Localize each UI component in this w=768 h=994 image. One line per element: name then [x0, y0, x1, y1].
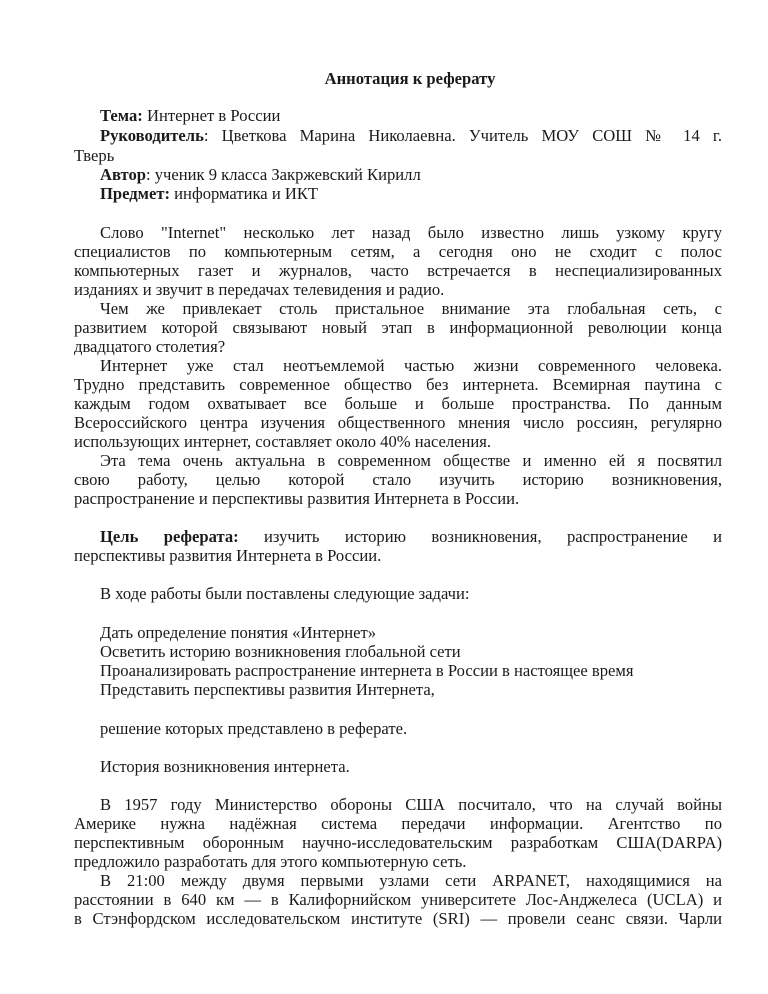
advisor-label: Руководитель — [100, 126, 204, 145]
tasks-outro: решение которых представлено в реферате. — [100, 719, 408, 738]
intro-line: компьютерных газет и журналов, часто встречается в неспециализированных — [74, 261, 722, 280]
task-item: Проанализировать распространение интернета в России в настоящее время — [100, 661, 634, 680]
intro-line: распространение и перспективы развития Интернета в России. — [74, 489, 520, 508]
author-label: Автор — [100, 165, 146, 184]
history-line: в Стэнфордском исследовательском институте (SRI) — провели сеанс связи. Чарли — [74, 909, 722, 928]
intro-line: свою работу, целью которой стало изучить историю возникновения, — [74, 470, 722, 489]
intro-line: Всероссийского центра изучения общественного мнения число россиян, регулярно — [74, 413, 722, 432]
intro-line: Эта тема очень актуальна в современном обществе и именно ей я посвятил — [100, 451, 722, 470]
advisor-line — [100, 126, 722, 146]
advisor-line-2: Тверь — [74, 146, 115, 165]
intro-line: специалистов по компьютерным сетям, а сегодня оно не сходит с полос — [74, 242, 722, 261]
intro-line: изданиях и звучит в передачах телевидения и радио. — [74, 280, 445, 299]
author-line — [100, 165, 720, 185]
topic-label: Тема: — [100, 106, 143, 125]
intro-line: каждым годом охватывает все больше и больше пространства. По данным — [74, 394, 722, 413]
tasks-intro: В ходе работы были поставлены следующие задачи: — [100, 584, 470, 603]
topic-line — [100, 106, 720, 126]
subject-line — [100, 184, 720, 204]
task-item: Осветить историю возникновения глобальной сети — [100, 642, 461, 661]
goal-label: Цель реферата: — [100, 527, 239, 546]
advisor-value: : Цветкова Марина Николаевна. Учитель МОУ СОШ № 14 г. — [203, 126, 722, 145]
history-line: В 1957 году Министерство обороны США посчитало, что на случай войны — [100, 795, 722, 814]
history-line: В 21:00 между двумя первыми узлами сети ARPANET, находящимися на — [100, 871, 722, 890]
intro-line: Трудно представить современное общество без интернета. Всемирная паутина с — [74, 375, 722, 394]
goal-line-2: перспективы развития Интернета в России. — [74, 546, 382, 565]
subject-label: Предмет: — [100, 184, 171, 203]
history-heading: История возникновения интернета. — [100, 757, 350, 776]
subject-value: информатика и ИКТ — [170, 184, 319, 203]
intro-line: Чем же привлекает столь пристальное внимание эта глобальная сеть, с — [100, 299, 722, 318]
intro-line: Интернет уже стал неотъемлемой частью жизни современного человека. — [100, 356, 722, 375]
topic-value: Интернет в России — [142, 106, 281, 125]
history-line: предложило разработать для этого компьютерную сеть. — [74, 852, 467, 871]
history-line: перспективным оборонным научно-исследовательским разработкам США(DARPA) — [74, 833, 722, 852]
history-line: Америке нужна надёжная система передачи информации. Агентство по — [74, 814, 722, 833]
intro-line: развитием которой связывают новый этап в информационной революции конца — [74, 318, 722, 337]
document-title: Аннотация к реферату — [324, 69, 496, 88]
history-line: расстоянии в 640 км — в Калифорнийском университете Лос-Анджелеса (UCLA) и — [74, 890, 722, 909]
goal-text: изучить историю возникновения, распространение и — [238, 527, 722, 546]
goal-line — [100, 527, 722, 547]
intro-line: Слово "Internet" несколько лет назад было известно лишь узкому кругу — [100, 223, 722, 242]
intro-line: двадцатого столетия? — [74, 337, 226, 356]
intro-line: использующих интернет, составляет около 40% населения. — [74, 432, 492, 451]
author-value: : ученик 9 класса Закржевский Кирилл — [146, 165, 421, 184]
task-item: Представить перспективы развития Интернета, — [100, 680, 435, 699]
task-item: Дать определение понятия «Интернет» — [100, 623, 377, 642]
